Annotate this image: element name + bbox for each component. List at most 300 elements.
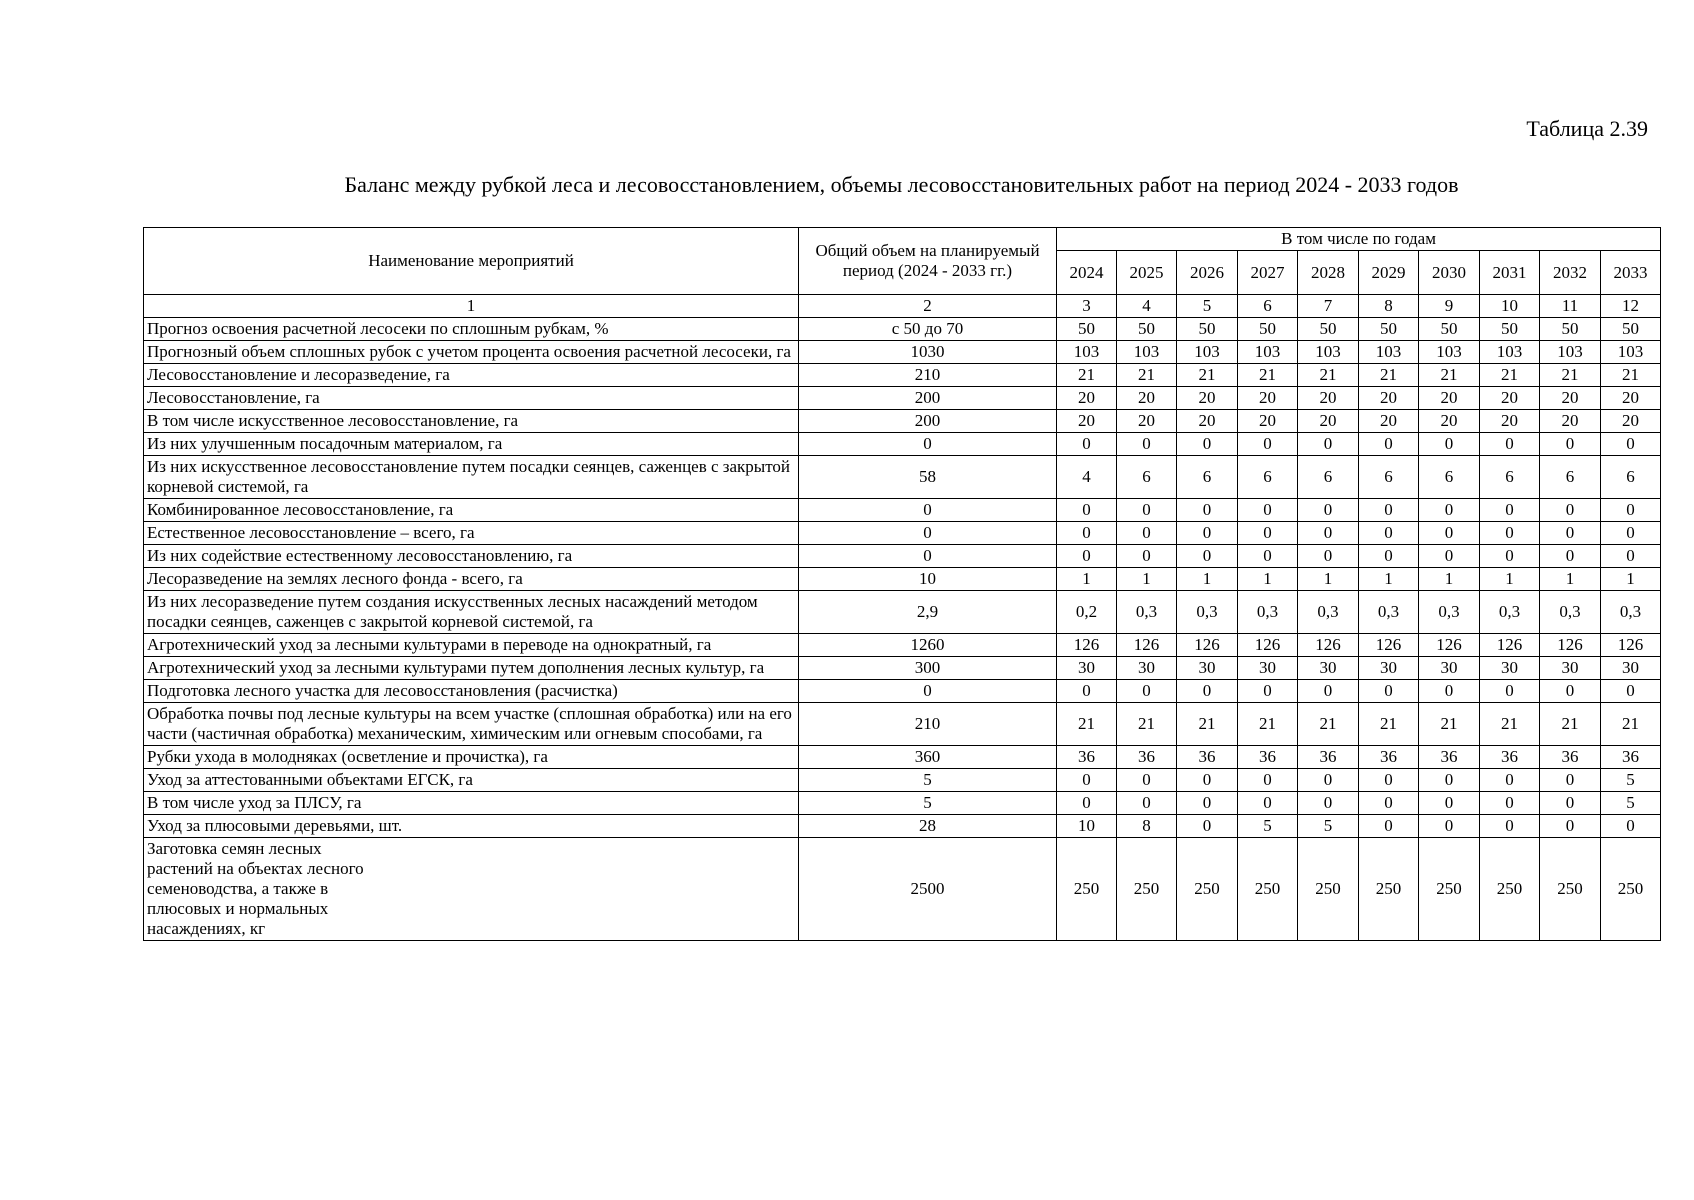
row-year-value-2025: 0,3 [1117,591,1177,634]
row-year-value-2025: 0 [1117,769,1177,792]
table-row [144,410,1661,433]
row-year-value-2033: 30 [1601,657,1661,680]
row-year-value-2025: 1 [1117,568,1177,591]
row-year-value-2031: 20 [1480,410,1540,433]
row-year-value-2024: 20 [1057,410,1117,433]
column-number: 7 [1298,295,1359,318]
row-year-value-2033: 50 [1601,318,1661,341]
row-year-value-2027: 36 [1238,746,1298,769]
row-name: Из них лесоразведение путем создания искусственных лесных насаждений методом посадки сеянцев, саженцев с закрытой корневой системой, га [144,591,799,634]
row-year-value-2026: 0 [1177,522,1238,545]
row-year-value-2027: 0 [1238,433,1298,456]
row-year-value-2030: 6 [1419,456,1480,499]
row-year-value-2029: 0 [1359,680,1419,703]
row-year-value-2028: 20 [1298,387,1359,410]
row-year-value-2028: 103 [1298,341,1359,364]
row-year-value-2033: 0 [1601,815,1661,838]
row-year-value-2030: 0,3 [1419,591,1480,634]
column-number: 4 [1117,295,1177,318]
row-year-value-2027: 21 [1238,703,1298,746]
row-year-value-2033: 1 [1601,568,1661,591]
row-year-value-2032: 30 [1540,657,1601,680]
row-name: Комбинированное лесовосстановление, га [144,499,799,522]
row-year-value-2025: 0 [1117,433,1177,456]
table-row [144,545,1661,568]
row-year-value-2025: 36 [1117,746,1177,769]
row-name: В том числе искусственное лесовосстановление, га [144,410,799,433]
column-number: 6 [1238,295,1298,318]
row-year-value-2024: 250 [1057,838,1117,941]
row-year-value-2033: 103 [1601,341,1661,364]
row-year-value-2031: 0 [1480,769,1540,792]
row-total: 360 [799,746,1057,769]
row-year-value-2031: 30 [1480,657,1540,680]
column-number: 5 [1177,295,1238,318]
row-total: 2,9 [799,591,1057,634]
header-year-2030: 2030 [1419,251,1480,295]
row-year-value-2027: 20 [1238,387,1298,410]
table-row [144,769,1661,792]
header-years-group: В том числе по годам [1057,228,1661,251]
row-year-value-2025: 0 [1117,545,1177,568]
row-year-value-2025: 0 [1117,680,1177,703]
table-row [144,838,1661,941]
header-year-2028: 2028 [1298,251,1359,295]
row-year-value-2032: 0 [1540,522,1601,545]
row-name: Рубки ухода в молодняках (осветление и прочистка), га [144,746,799,769]
table-header [144,228,1661,318]
row-year-value-2027: 50 [1238,318,1298,341]
row-year-value-2027: 250 [1238,838,1298,941]
row-year-value-2027: 20 [1238,410,1298,433]
row-year-value-2033: 0 [1601,522,1661,545]
row-year-value-2031: 36 [1480,746,1540,769]
row-year-value-2024: 20 [1057,387,1117,410]
row-year-value-2030: 0 [1419,792,1480,815]
row-year-value-2030: 103 [1419,341,1480,364]
row-year-value-2033: 5 [1601,792,1661,815]
row-year-value-2024: 50 [1057,318,1117,341]
row-year-value-2026: 0 [1177,499,1238,522]
header-year-2024: 2024 [1057,251,1117,295]
row-name: Прогноз освоения расчетной лесосеки по сплошным рубкам, % [144,318,799,341]
row-year-value-2031: 0 [1480,680,1540,703]
row-total: 1260 [799,634,1057,657]
row-year-value-2031: 0 [1480,433,1540,456]
row-year-value-2026: 126 [1177,634,1238,657]
row-year-value-2027: 0 [1238,499,1298,522]
column-number: 11 [1540,295,1601,318]
row-total: 0 [799,680,1057,703]
row-year-value-2031: 0 [1480,815,1540,838]
row-year-value-2031: 6 [1480,456,1540,499]
row-total: 200 [799,387,1057,410]
row-year-value-2030: 0 [1419,433,1480,456]
row-year-value-2033: 0,3 [1601,591,1661,634]
row-total: 210 [799,703,1057,746]
row-year-value-2026: 21 [1177,364,1238,387]
row-year-value-2027: 30 [1238,657,1298,680]
table-row [144,680,1661,703]
row-year-value-2032: 6 [1540,456,1601,499]
header-row-1 [144,228,1661,251]
row-year-value-2028: 0 [1298,769,1359,792]
column-number: 10 [1480,295,1540,318]
row-year-value-2031: 0 [1480,522,1540,545]
row-year-value-2031: 20 [1480,387,1540,410]
row-total: 0 [799,545,1057,568]
table-row [144,387,1661,410]
table-row [144,364,1661,387]
row-year-value-2033: 21 [1601,703,1661,746]
row-year-value-2028: 0,3 [1298,591,1359,634]
row-year-value-2026: 50 [1177,318,1238,341]
row-name: Подготовка лесного участка для лесовосстановления (расчистка) [144,680,799,703]
row-year-value-2029: 0 [1359,499,1419,522]
row-year-value-2033: 36 [1601,746,1661,769]
row-year-value-2025: 30 [1117,657,1177,680]
header-year-2031: 2031 [1480,251,1540,295]
row-year-value-2026: 0 [1177,433,1238,456]
row-year-value-2028: 1 [1298,568,1359,591]
row-name: Из них искусственное лесовосстановление путем посадки сеянцев, саженцев с закрытой корневой системой, га [144,456,799,499]
row-year-value-2029: 1 [1359,568,1419,591]
row-year-value-2032: 21 [1540,703,1601,746]
row-year-value-2033: 20 [1601,387,1661,410]
row-year-value-2032: 126 [1540,634,1601,657]
row-year-value-2024: 10 [1057,815,1117,838]
balance-table [143,227,1661,941]
row-year-value-2032: 0 [1540,680,1601,703]
table-row [144,433,1661,456]
table-row [144,341,1661,364]
row-year-value-2032: 250 [1540,838,1601,941]
row-year-value-2031: 1 [1480,568,1540,591]
row-year-value-2026: 0 [1177,769,1238,792]
row-year-value-2027: 0 [1238,769,1298,792]
row-year-value-2030: 0 [1419,499,1480,522]
row-year-value-2025: 103 [1117,341,1177,364]
row-year-value-2026: 0 [1177,792,1238,815]
header-name: Наименование мероприятий [144,228,799,295]
row-year-value-2025: 0 [1117,499,1177,522]
row-year-value-2024: 0 [1057,433,1117,456]
row-year-value-2028: 6 [1298,456,1359,499]
row-year-value-2024: 126 [1057,634,1117,657]
row-year-value-2029: 103 [1359,341,1419,364]
row-year-value-2031: 126 [1480,634,1540,657]
row-name: Агротехнический уход за лесными культурами путем дополнения лесных культур, га [144,657,799,680]
row-year-value-2033: 250 [1601,838,1661,941]
row-year-value-2028: 36 [1298,746,1359,769]
row-year-value-2030: 126 [1419,634,1480,657]
row-year-value-2027: 21 [1238,364,1298,387]
row-year-value-2032: 103 [1540,341,1601,364]
row-name: Из них улучшенным посадочным материалом, га [144,433,799,456]
row-year-value-2024: 21 [1057,364,1117,387]
row-year-value-2029: 30 [1359,657,1419,680]
row-year-value-2030: 21 [1419,703,1480,746]
row-name: Заготовка семян лесных растений на объектах лесного семеноводства, а также в плюсовых и нормальных насаждениях, кг [144,838,799,941]
row-year-value-2028: 0 [1298,680,1359,703]
row-year-value-2032: 36 [1540,746,1601,769]
row-year-value-2027: 0,3 [1238,591,1298,634]
row-year-value-2030: 1 [1419,568,1480,591]
table-row [144,703,1661,746]
row-year-value-2029: 126 [1359,634,1419,657]
row-total: 5 [799,769,1057,792]
row-total: 0 [799,522,1057,545]
row-year-value-2028: 21 [1298,703,1359,746]
column-number: 1 [144,295,799,318]
column-number: 2 [799,295,1057,318]
row-year-value-2029: 250 [1359,838,1419,941]
row-year-value-2033: 0 [1601,680,1661,703]
header-year-2032: 2032 [1540,251,1601,295]
row-year-value-2027: 5 [1238,815,1298,838]
row-year-value-2026: 103 [1177,341,1238,364]
table-row [144,746,1661,769]
row-name: Прогнозный объем сплошных рубок с учетом процента освоения расчетной лесосеки, га [144,341,799,364]
row-year-value-2025: 8 [1117,815,1177,838]
row-year-value-2032: 0 [1540,769,1601,792]
table-row [144,522,1661,545]
row-name: Лесовосстановление, га [144,387,799,410]
row-year-value-2024: 4 [1057,456,1117,499]
row-year-value-2026: 36 [1177,746,1238,769]
row-year-value-2028: 20 [1298,410,1359,433]
row-year-value-2026: 250 [1177,838,1238,941]
row-year-value-2026: 1 [1177,568,1238,591]
row-year-value-2033: 0 [1601,545,1661,568]
table-body [144,318,1661,941]
row-year-value-2027: 0 [1238,522,1298,545]
row-total: 210 [799,364,1057,387]
column-number: 8 [1359,295,1419,318]
row-year-value-2029: 0 [1359,545,1419,568]
row-name: Лесовосстановление и лесоразведение, га [144,364,799,387]
row-year-value-2032: 21 [1540,364,1601,387]
row-year-value-2024: 0 [1057,522,1117,545]
row-year-value-2031: 0 [1480,545,1540,568]
row-total: 300 [799,657,1057,680]
row-year-value-2031: 0 [1480,792,1540,815]
row-year-value-2028: 0 [1298,545,1359,568]
row-year-value-2031: 21 [1480,364,1540,387]
row-year-value-2028: 126 [1298,634,1359,657]
row-year-value-2028: 30 [1298,657,1359,680]
row-year-value-2025: 6 [1117,456,1177,499]
row-name: Естественное лесовосстановление – всего, га [144,522,799,545]
row-year-value-2029: 50 [1359,318,1419,341]
column-number: 3 [1057,295,1117,318]
row-year-value-2029: 0 [1359,815,1419,838]
row-total: 5 [799,792,1057,815]
row-year-value-2030: 50 [1419,318,1480,341]
row-year-value-2028: 0 [1298,499,1359,522]
row-year-value-2030: 30 [1419,657,1480,680]
row-year-value-2026: 20 [1177,387,1238,410]
row-year-value-2025: 20 [1117,410,1177,433]
row-total: 1030 [799,341,1057,364]
row-year-value-2026: 0 [1177,815,1238,838]
row-year-value-2027: 1 [1238,568,1298,591]
row-year-value-2031: 0 [1480,499,1540,522]
row-year-value-2030: 0 [1419,522,1480,545]
row-year-value-2024: 0 [1057,499,1117,522]
table-row [144,318,1661,341]
row-year-value-2031: 103 [1480,341,1540,364]
row-total: 10 [799,568,1057,591]
row-name: Из них содействие естественному лесовосстановлению, га [144,545,799,568]
row-year-value-2028: 0 [1298,433,1359,456]
row-year-value-2029: 21 [1359,364,1419,387]
row-year-value-2032: 20 [1540,410,1601,433]
row-name: Уход за аттестованными объектами ЕГСК, га [144,769,799,792]
row-year-value-2024: 0,2 [1057,591,1117,634]
table-number: Таблица 2.39 [1526,116,1648,141]
row-year-value-2030: 250 [1419,838,1480,941]
row-year-value-2024: 0 [1057,769,1117,792]
row-year-value-2030: 20 [1419,387,1480,410]
row-year-value-2024: 36 [1057,746,1117,769]
row-year-value-2032: 0 [1540,792,1601,815]
row-year-value-2027: 0 [1238,680,1298,703]
row-year-value-2024: 1 [1057,568,1117,591]
row-year-value-2028: 50 [1298,318,1359,341]
row-year-value-2029: 0,3 [1359,591,1419,634]
row-year-value-2030: 36 [1419,746,1480,769]
row-year-value-2025: 250 [1117,838,1177,941]
row-year-value-2030: 0 [1419,815,1480,838]
row-year-value-2033: 5 [1601,769,1661,792]
row-name: Лесоразведение на землях лесного фонда - всего, га [144,568,799,591]
row-year-value-2033: 21 [1601,364,1661,387]
header-year-2026: 2026 [1177,251,1238,295]
row-year-value-2030: 21 [1419,364,1480,387]
row-year-value-2032: 0 [1540,815,1601,838]
row-name: Уход за плюсовыми деревьями, шт. [144,815,799,838]
table-row [144,568,1661,591]
row-year-value-2032: 20 [1540,387,1601,410]
row-year-value-2029: 6 [1359,456,1419,499]
row-year-value-2030: 20 [1419,410,1480,433]
row-year-value-2033: 6 [1601,456,1661,499]
row-year-value-2028: 0 [1298,522,1359,545]
header-year-2033: 2033 [1601,251,1661,295]
row-year-value-2028: 250 [1298,838,1359,941]
table-row [144,657,1661,680]
table-row [144,456,1661,499]
column-number: 9 [1419,295,1480,318]
row-year-value-2029: 36 [1359,746,1419,769]
row-year-value-2026: 0 [1177,545,1238,568]
row-year-value-2032: 0 [1540,545,1601,568]
row-year-value-2029: 0 [1359,769,1419,792]
row-year-value-2027: 6 [1238,456,1298,499]
row-year-value-2025: 0 [1117,792,1177,815]
row-total: 0 [799,433,1057,456]
header-year-2025: 2025 [1117,251,1177,295]
row-year-value-2024: 21 [1057,703,1117,746]
header-year-2029: 2029 [1359,251,1419,295]
row-name: Агротехнический уход за лесными культурами в переводе на однократный, га [144,634,799,657]
table-row [144,591,1661,634]
row-year-value-2025: 50 [1117,318,1177,341]
row-year-value-2030: 0 [1419,545,1480,568]
row-year-value-2024: 0 [1057,545,1117,568]
row-year-value-2031: 250 [1480,838,1540,941]
row-year-value-2030: 0 [1419,680,1480,703]
row-year-value-2026: 30 [1177,657,1238,680]
table-row [144,815,1661,838]
row-year-value-2028: 0 [1298,792,1359,815]
table-row [144,499,1661,522]
row-year-value-2032: 50 [1540,318,1601,341]
row-total: 58 [799,456,1057,499]
row-total: 0 [799,499,1057,522]
row-year-value-2033: 20 [1601,410,1661,433]
row-year-value-2032: 1 [1540,568,1601,591]
row-year-value-2028: 5 [1298,815,1359,838]
row-year-value-2033: 0 [1601,433,1661,456]
row-year-value-2033: 126 [1601,634,1661,657]
row-year-value-2024: 103 [1057,341,1117,364]
row-year-value-2031: 50 [1480,318,1540,341]
row-year-value-2024: 30 [1057,657,1117,680]
row-year-value-2031: 21 [1480,703,1540,746]
row-year-value-2027: 103 [1238,341,1298,364]
row-year-value-2029: 0 [1359,522,1419,545]
row-year-value-2033: 0 [1601,499,1661,522]
row-year-value-2027: 126 [1238,634,1298,657]
row-year-value-2027: 0 [1238,545,1298,568]
row-year-value-2026: 20 [1177,410,1238,433]
row-total: с 50 до 70 [799,318,1057,341]
row-year-value-2025: 126 [1117,634,1177,657]
row-year-value-2027: 0 [1238,792,1298,815]
row-year-value-2030: 0 [1419,769,1480,792]
row-year-value-2024: 0 [1057,792,1117,815]
table-row [144,634,1661,657]
column-number: 12 [1601,295,1661,318]
row-year-value-2032: 0,3 [1540,591,1601,634]
row-year-value-2029: 20 [1359,410,1419,433]
row-year-value-2025: 21 [1117,703,1177,746]
row-year-value-2026: 0,3 [1177,591,1238,634]
row-year-value-2029: 21 [1359,703,1419,746]
row-name: Обработка почвы под лесные культуры на всем участке (сплошная обработка) или на его части (частичная обработка) механическим, химическим или огневым способами, га [144,703,799,746]
row-total: 28 [799,815,1057,838]
row-year-value-2026: 6 [1177,456,1238,499]
row-year-value-2025: 20 [1117,387,1177,410]
table-row [144,792,1661,815]
row-year-value-2026: 21 [1177,703,1238,746]
header-row-numbering [144,295,1661,318]
row-year-value-2024: 0 [1057,680,1117,703]
row-year-value-2026: 0 [1177,680,1238,703]
row-year-value-2029: 0 [1359,433,1419,456]
row-name: В том числе уход за ПЛСУ, га [144,792,799,815]
row-year-value-2025: 21 [1117,364,1177,387]
row-year-value-2028: 21 [1298,364,1359,387]
header-total: Общий объем на планируемый период (2024 - 2033 гг.) [799,228,1057,295]
row-year-value-2031: 0,3 [1480,591,1540,634]
row-year-value-2032: 0 [1540,499,1601,522]
row-year-value-2029: 0 [1359,792,1419,815]
header-year-2027: 2027 [1238,251,1298,295]
document-title: Баланс между рубкой леса и лесовосстановлением, объемы лесовосстановительных работ на период 2024 - 2033 годов [344,172,1459,197]
